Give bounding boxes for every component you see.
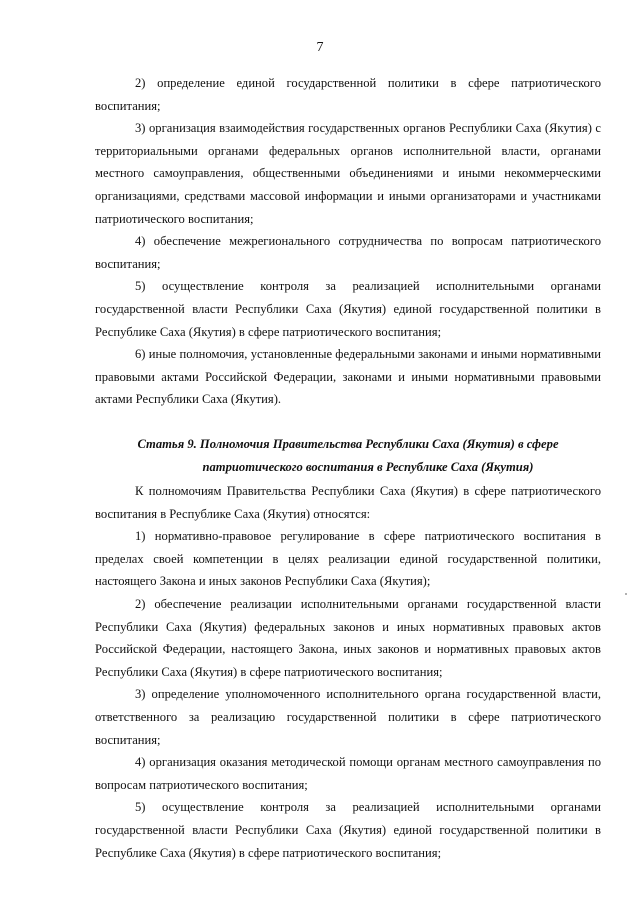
list-item: 3) организация взаимодействия государственных органов Республики Саха (Якутия) с территориальными органами федеральных органов исполнительной власти, органами местного самоуправления, общественными объединениями и иными некоммерческими организациями, средствами массовой информации и иными организаторами и участниками патриотического воспитания; [95,121,601,226]
article-heading [95,433,601,478]
list-item: 1) нормативно-правовое регулирование в сфере патриотического воспитания в пределах своей компетенции в целях реализации единой государственной политики, настоящего Закона и иных законов Республики Саха (Якутия); [95,529,601,589]
list-item: 6) иные полномочия, установленные федеральными законами и иными нормативными правовыми актами Российской Федерации, законами и иными нормативными правовыми актами Республики Саха (Якутия). [95,347,601,407]
scan-speck [625,593,627,595]
article-heading-line1: Статья 9. Полномочия Правительства Республики Саха (Якутия) в сфере [137,436,559,451]
article-intro: К полномочиям Правительства Республики Саха (Якутия) в сфере патриотического воспитания в Республике Саха (Якутия) относятся: [95,484,601,521]
list-item: 2) обеспечение реализации исполнительными органами государственной власти Республики Саха (Якутия) федеральных законов и иных нормативных правовых актов Российской Федерации, настоящего Закона, иных законов и нормативных правовых актов Республики Саха (Якутия) в сфере патриотического воспитания; [95,597,601,679]
list-item: 4) обеспечение межрегионального сотрудничества по вопросам патриотического воспитания; [95,234,601,271]
page-number: 7 [316,40,324,55]
list-item: 2) определение единой государственной политики в сфере патриотического воспитания; [95,76,601,113]
list-item: 3) определение уполномоченного исполнительного органа государственной власти, ответственного за реализацию государственной политики в сфере патриотического воспитания; [95,687,601,747]
list-item: 5) осуществление контроля за реализацией исполнительными органами государственной власти Республики Саха (Якутия) единой государственной политики в Республике Саха (Якутия) в сфере патриотического воспитания; [95,800,601,860]
list-item: 5) осуществление контроля за реализацией исполнительными органами государственной власти Республики Саха (Якутия) единой государственной политики в Республике Саха (Якутия) в сфере патриотического воспитания; [95,279,601,339]
list-item: 4) организация оказания методической помощи органам местного самоуправления по вопросам патриотического воспитания; [95,755,601,792]
document-body [95,72,601,864]
article-heading-line2: патриотического воспитания в Республике Саха (Якутия) [202,459,534,474]
